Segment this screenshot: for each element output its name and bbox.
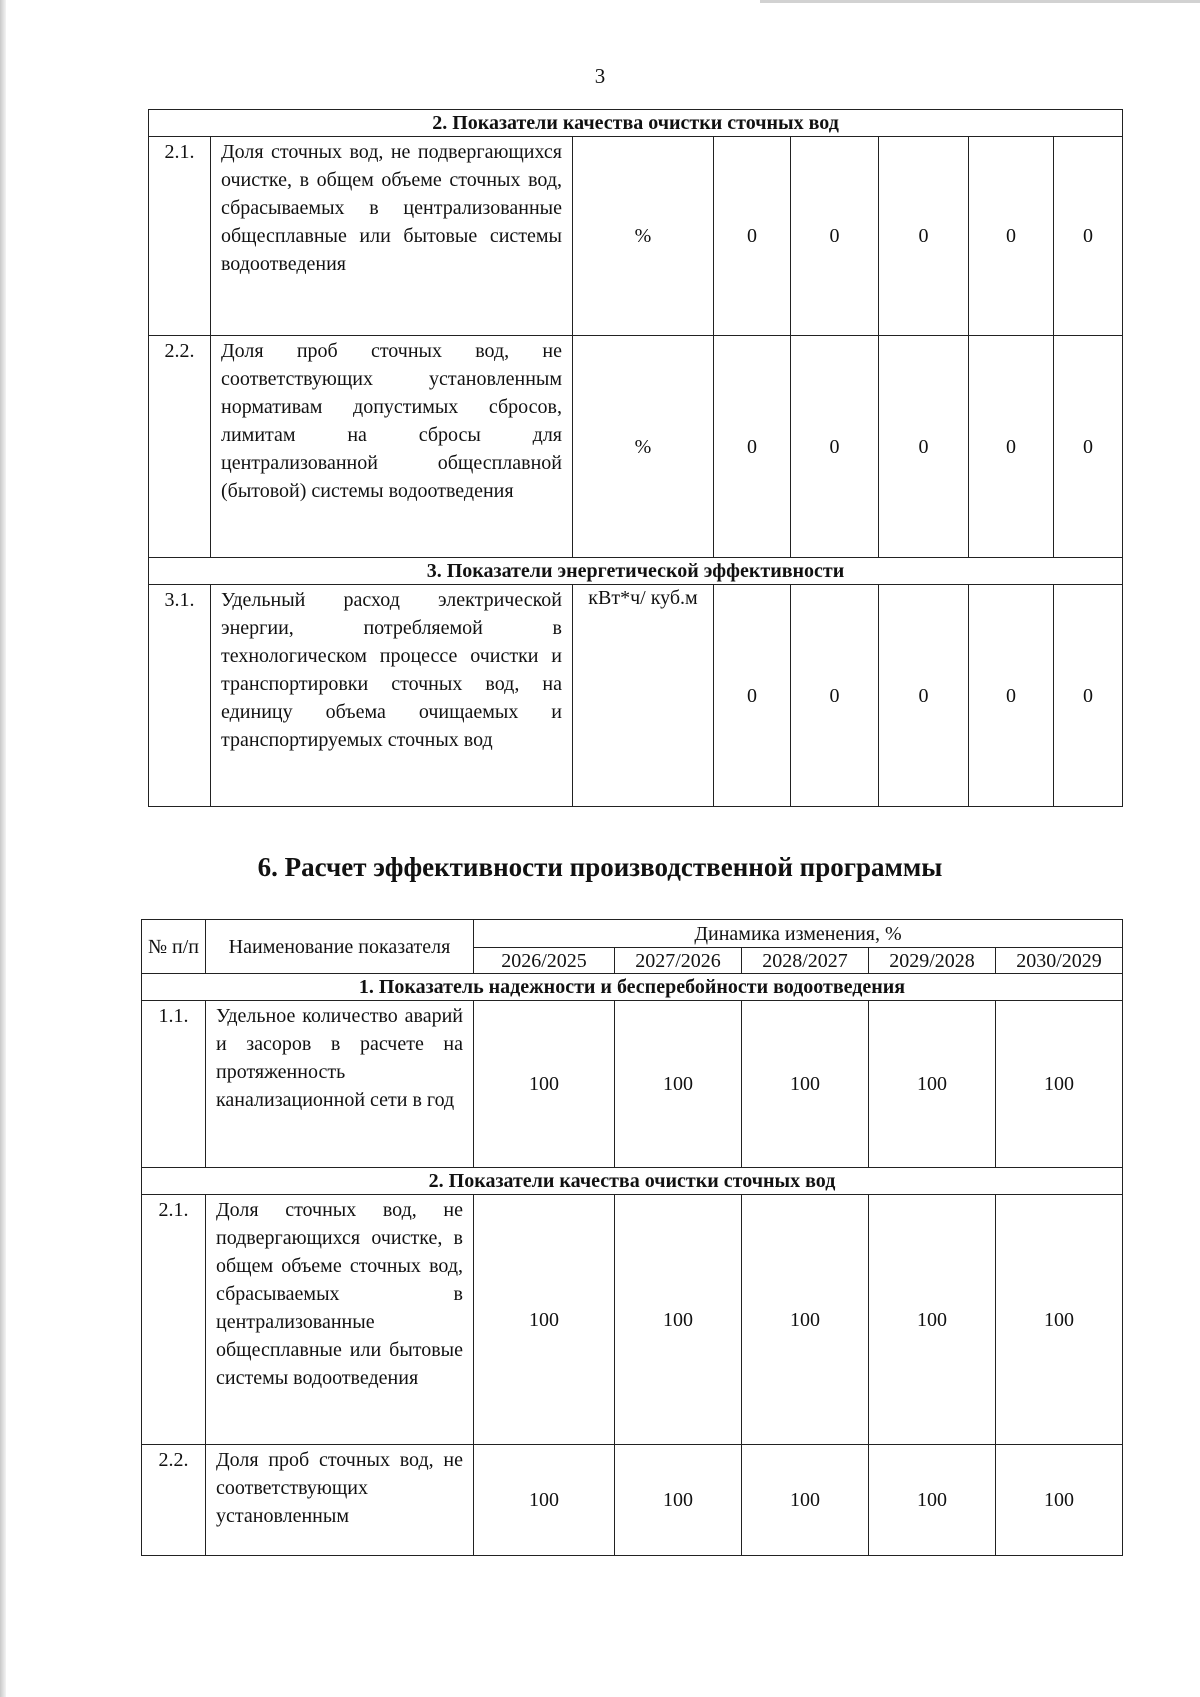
row-number: 2.1. (149, 137, 211, 336)
page-number: 3 (594, 64, 606, 88)
value-cell: 0 (714, 336, 791, 558)
header-period: 2029/2028 (869, 948, 996, 974)
header-period: 2030/2029 (996, 948, 1123, 974)
indicator-name: Доля проб сточных вод, не соответствующих установленным (206, 1445, 474, 1556)
efficiency-table (141, 919, 1123, 1556)
indicator-name: Удельное количество аварий и засоров в расчете на протяженность канализационной сети в год (206, 1001, 474, 1168)
table-row (149, 336, 1123, 558)
value-cell: 0 (969, 137, 1054, 336)
table-row (142, 1195, 1123, 1445)
row-number: 2.2. (142, 1445, 206, 1556)
header-period: 2027/2026 (615, 948, 742, 974)
section-title: 3. Показатели энергетической эффективности (149, 558, 1123, 585)
row-number: 2.1. (142, 1195, 206, 1445)
value-cell: 0 (879, 336, 969, 558)
header-num: № п/п (142, 920, 206, 974)
section-heading: 6. Расчет эффективности производственной программы (257, 852, 943, 882)
row-number: 3.1. (149, 585, 211, 807)
value-cell: 100 (869, 1195, 996, 1445)
header-period: 2028/2027 (742, 948, 869, 974)
value-cell: 0 (969, 336, 1054, 558)
section-title: 2. Показатели качества очистки сточных вод (149, 110, 1123, 137)
header-period: 2026/2025 (474, 948, 615, 974)
indicator-name: Доля проб сточных вод, не соответствующих установленным нормативам допустимых сбросов, лимитам на сбросы для централизованной общесплавной (бытовой) системы водоотведения (211, 336, 573, 558)
header-name: Наименование показателя (206, 920, 474, 974)
value-cell: 0 (714, 137, 791, 336)
scan-edge-left (0, 0, 6, 1697)
indicators-table-continued (148, 109, 1123, 807)
value-cell: 100 (474, 1001, 615, 1168)
value-cell: 100 (869, 1001, 996, 1168)
value-cell: 100 (474, 1445, 615, 1556)
value-cell: 100 (742, 1445, 869, 1556)
table-row (149, 585, 1123, 807)
value-cell: 100 (615, 1195, 742, 1445)
value-cell: 0 (879, 137, 969, 336)
indicator-name: Доля сточных вод, не подвергающихся очистке, в общем объеме сточных вод, сбрасываемых в централизованные общесплавные или бытовые системы водоотведения (206, 1195, 474, 1445)
value-cell: 100 (615, 1445, 742, 1556)
value-cell: 100 (996, 1445, 1123, 1556)
indicator-name: Доля сточных вод, не подвергающихся очистке, в общем объеме сточных вод, сбрасываемых в централизованные общесплавные или бытовые системы водоотведения (211, 137, 573, 336)
value-cell: 0 (1054, 585, 1123, 807)
value-cell: 0 (791, 585, 879, 807)
scan-edge-top (760, 0, 1200, 3)
value-cell: 0 (714, 585, 791, 807)
table-row (149, 137, 1123, 336)
value-cell: 100 (742, 1195, 869, 1445)
unit-cell: % (573, 336, 714, 558)
value-cell: 0 (791, 336, 879, 558)
value-cell: 0 (1054, 137, 1123, 336)
section-title: 1. Показатель надежности и бесперебойности водоотведения (142, 974, 1123, 1001)
value-cell: 0 (791, 137, 879, 336)
section-title: 2. Показатели качества очистки сточных вод (142, 1168, 1123, 1195)
indicator-name: Удельный расход электрической энергии, потребляемой в технологическом процессе очистки и транспортировки сточных вод, на единицу объема очищаемых и транспортируемых сточных вод (211, 585, 573, 807)
header-dynamics: Динамика изменения, % (474, 920, 1123, 948)
unit-cell: кВт*ч/ куб.м (573, 585, 714, 807)
value-cell: 100 (869, 1445, 996, 1556)
value-cell: 100 (615, 1001, 742, 1168)
value-cell: 100 (742, 1001, 869, 1168)
unit-cell: % (573, 137, 714, 336)
row-number: 2.2. (149, 336, 211, 558)
row-number: 1.1. (142, 1001, 206, 1168)
value-cell: 100 (996, 1195, 1123, 1445)
table-row (142, 1001, 1123, 1168)
value-cell: 0 (969, 585, 1054, 807)
table-row (142, 1445, 1123, 1556)
value-cell: 0 (879, 585, 969, 807)
value-cell: 100 (996, 1001, 1123, 1168)
value-cell: 0 (1054, 336, 1123, 558)
value-cell: 100 (474, 1195, 615, 1445)
